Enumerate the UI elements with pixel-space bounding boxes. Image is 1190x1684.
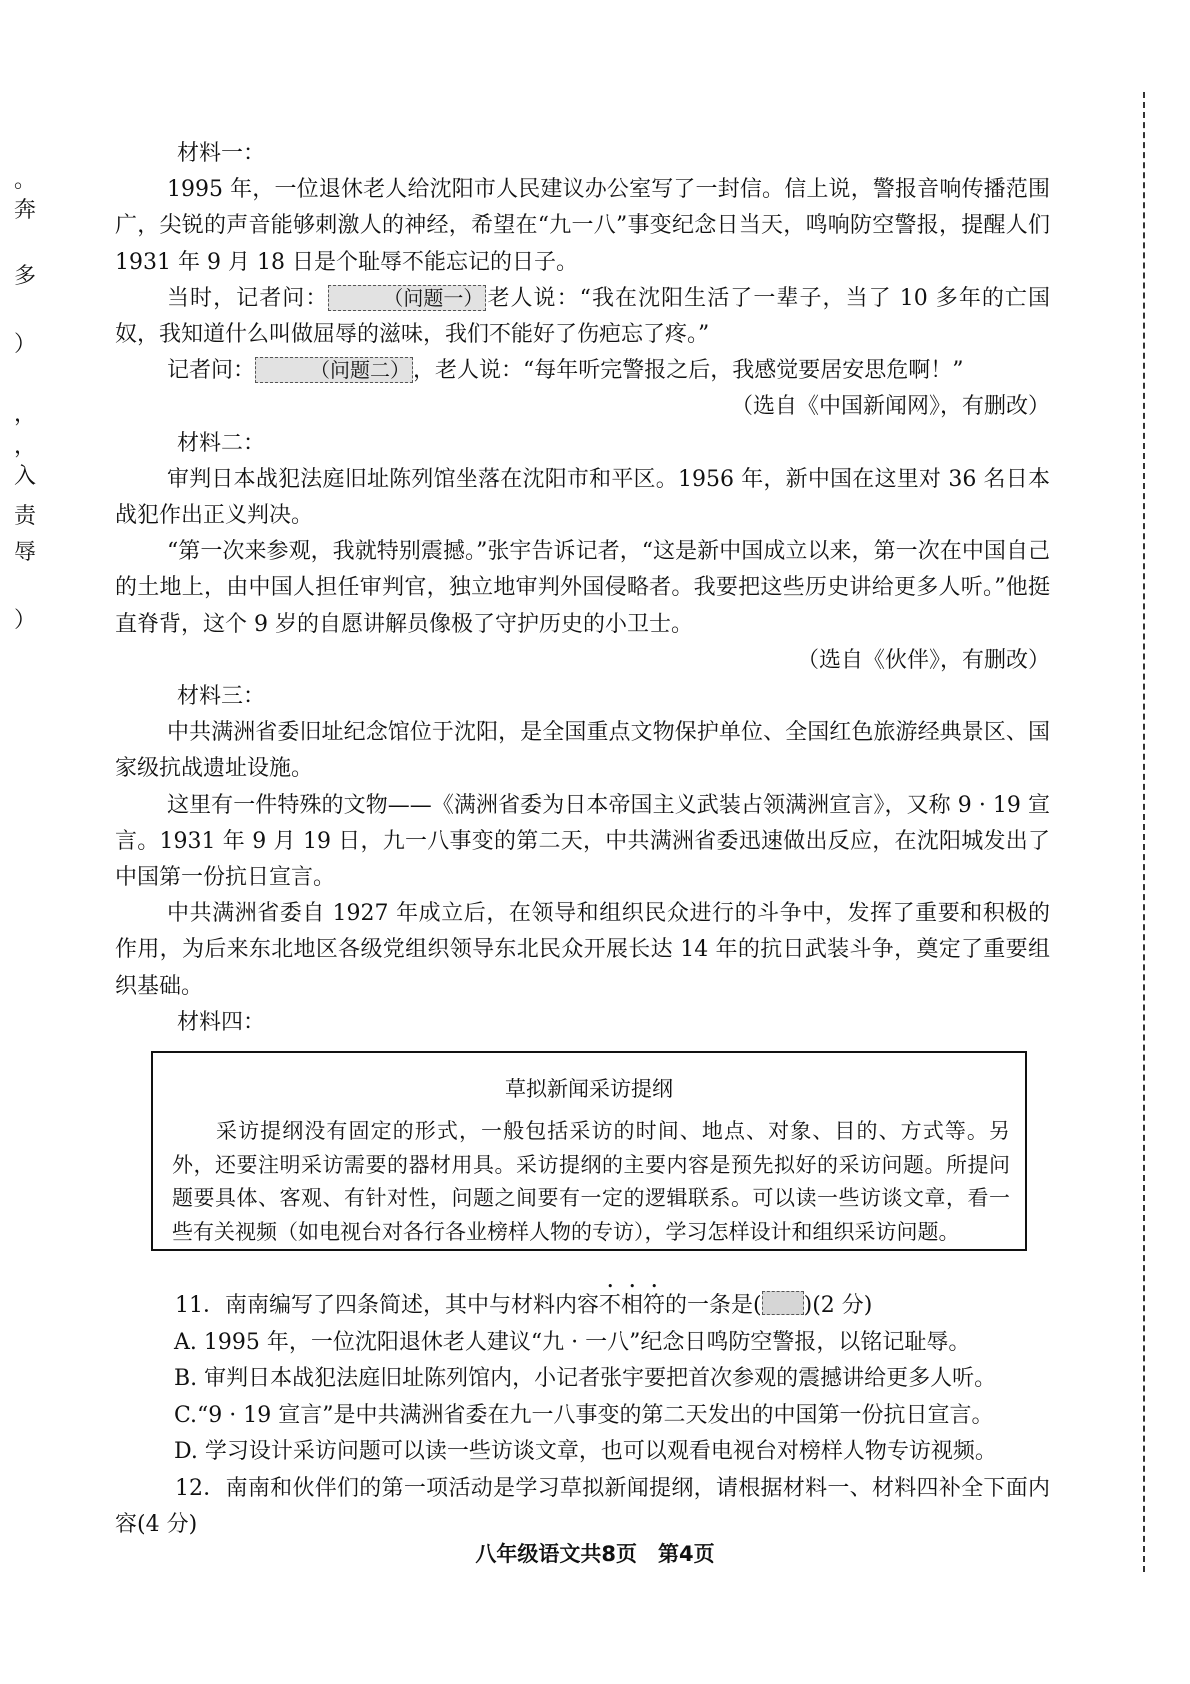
emphasis-text: 不相符 — [599, 1293, 666, 1318]
answer-blank[interactable] — [762, 1291, 804, 1315]
binding-dashed-line — [1143, 92, 1145, 1572]
material-2-heading: 材料二： — [177, 430, 266, 456]
material-1-heading: 材料一： — [177, 141, 266, 166]
margin-char: 责 — [14, 504, 37, 529]
material-1-source: （选自《中国新闻网》，有删改） — [730, 394, 1050, 420]
questions-section — [115, 1280, 1050, 1544]
material-1-paragraph: 1995 年，一位退休老人给沈阳市人民建议办公室写了一封信。信上说，警报音响传播范围广，尖锐的声音能够刺激人的神经，希望在“九一八”事变纪念日当天，鸣响防空警报，提醒人们 1931 年 9 月 18 日是个耻辱不能忘记的日子。 — [115, 177, 1050, 275]
material-2-paragraph: 审判日本战犯法庭旧址陈列馆坐落在沈阳市和平区。1956 年，新中国在这里对 36 名日本战犯作出正义判决。 — [115, 466, 1050, 529]
question-score: )(2 分) — [803, 1293, 873, 1318]
margin-char: ， — [14, 434, 37, 459]
material-1-dialogue-2 — [115, 353, 1050, 389]
question-text: 11．南南编写了四条简述，其中与材料内容 — [175, 1293, 599, 1318]
question-1-blank[interactable]: （问题一） — [328, 285, 486, 311]
material-3-paragraph: 这里有一件特殊的文物——《满洲省委为日本帝国主义武装占领满洲宣言》，又称 9 · 19 宣言。1931 年 9 月 19 日，九一八事变的第二天，中共满洲省委迅速做出反应，在沈阳城发出了中国第一份抗日宣言。 — [115, 792, 1050, 891]
option-b: B. 审判日本战犯法庭旧址陈列馆内，小记者张宇要把首次参观的震撼讲给更多人听。 — [174, 1366, 997, 1391]
material-3-paragraph: 中共满洲省委旧址纪念馆位于沈阳，是全国重点文物保护单位、全国红色旅游经典景区、国家级抗战遗址设施。 — [115, 720, 1050, 782]
material-4-heading: 材料四： — [177, 1009, 266, 1035]
material-1-dialogue-1 — [115, 281, 1050, 353]
page-footer: 八年级语文共8页 第4页 — [475, 1542, 715, 1566]
option-a: A. 1995 年，一位沈阳退休老人建议“九 · 一八”纪念日鸣防空警报，以铭记耻辱。 — [174, 1329, 971, 1355]
margin-char: ） — [14, 332, 37, 357]
box-text: 采访提纲没有固定的形式，一般包括采访的时间、地点、对象、目的、方式等。另外，还要注明采访需要的器材用具。采访提纲的主要内容是预先拟好的采访问题。所提问题要具体、客观、有针对性，问题之间要有一定的逻辑联系。可以读一些访谈文章，看一些有关视频（如电视台对各行各业榜样人物的专访），学习怎样设计和组织采访问题。 — [172, 1119, 1010, 1244]
dialogue-text: 当时，记者问： — [167, 285, 329, 311]
question-text: 的一条是( — [665, 1293, 762, 1318]
dialogue-text: ，老人说：“每年听完警报之后，我感觉要居安思危啊！” — [413, 358, 964, 384]
question-2-blank[interactable]: （问题二） — [255, 357, 413, 383]
dialogue-text: 记者问： — [167, 358, 256, 384]
margin-char: 。 — [14, 168, 37, 193]
material-2-source: （选自《伙伴》，有删改） — [796, 647, 1050, 673]
margin-char: 多 — [14, 264, 37, 289]
margin-char: ） — [14, 608, 37, 633]
material-3-paragraph: 中共满洲省委自 1927 年成立后，在领导和组织民众进行的斗争中，发挥了重要和积极的作用，为后来东北地区各级党组织领导东北民众开展长达 14 年的抗日武装斗争，奠定了重要组织基础。 — [115, 901, 1050, 999]
margin-char: 入 — [14, 464, 37, 489]
margin-char: ， — [14, 402, 37, 427]
interview-outline-box — [151, 1051, 1027, 1251]
box-title: 草拟新闻采访提纲 — [505, 1077, 673, 1101]
question-11 — [115, 1280, 1050, 1325]
option-c: C.“9 · 19 宣言”是中共满洲省委在九一八事变的第二天发出的中国第一份抗日宣言。 — [174, 1402, 994, 1428]
material-3-heading: 材料三： — [177, 684, 266, 710]
margin-char: 奔 — [14, 198, 37, 223]
margin-char: 辱 — [14, 540, 37, 565]
material-2-paragraph: “第一次来参观，我就特别震撼。”张宇告诉记者，“这是新中国成立以来，第一次在中国自己的土地上，由中国人担任审判官，独立地审判外国侵略者。我要把这些历史讲给更多人听。”他挺直脊背，这个 9 岁的自愿讲解员像极了守护历史的小卫士。 — [115, 539, 1050, 637]
question-12: 12．南南和伙伴们的第一项活动是学习草拟新闻提纲，请根据材料一、材料四补全下面内容(4 分) — [115, 1475, 1050, 1537]
materials-section — [115, 136, 1050, 1041]
dialogue-text: 老人说：“我在沈阳生活了一辈子，当了 10 多年的亡国奴，我知道什么叫做屈辱的滋味，我们不能好了伤疤忘了疼。” — [115, 285, 1050, 348]
option-d: D. 学习设计采访问题可以读一些访谈文章，也可以观看电视台对榜样人物专访视频。 — [174, 1439, 997, 1464]
